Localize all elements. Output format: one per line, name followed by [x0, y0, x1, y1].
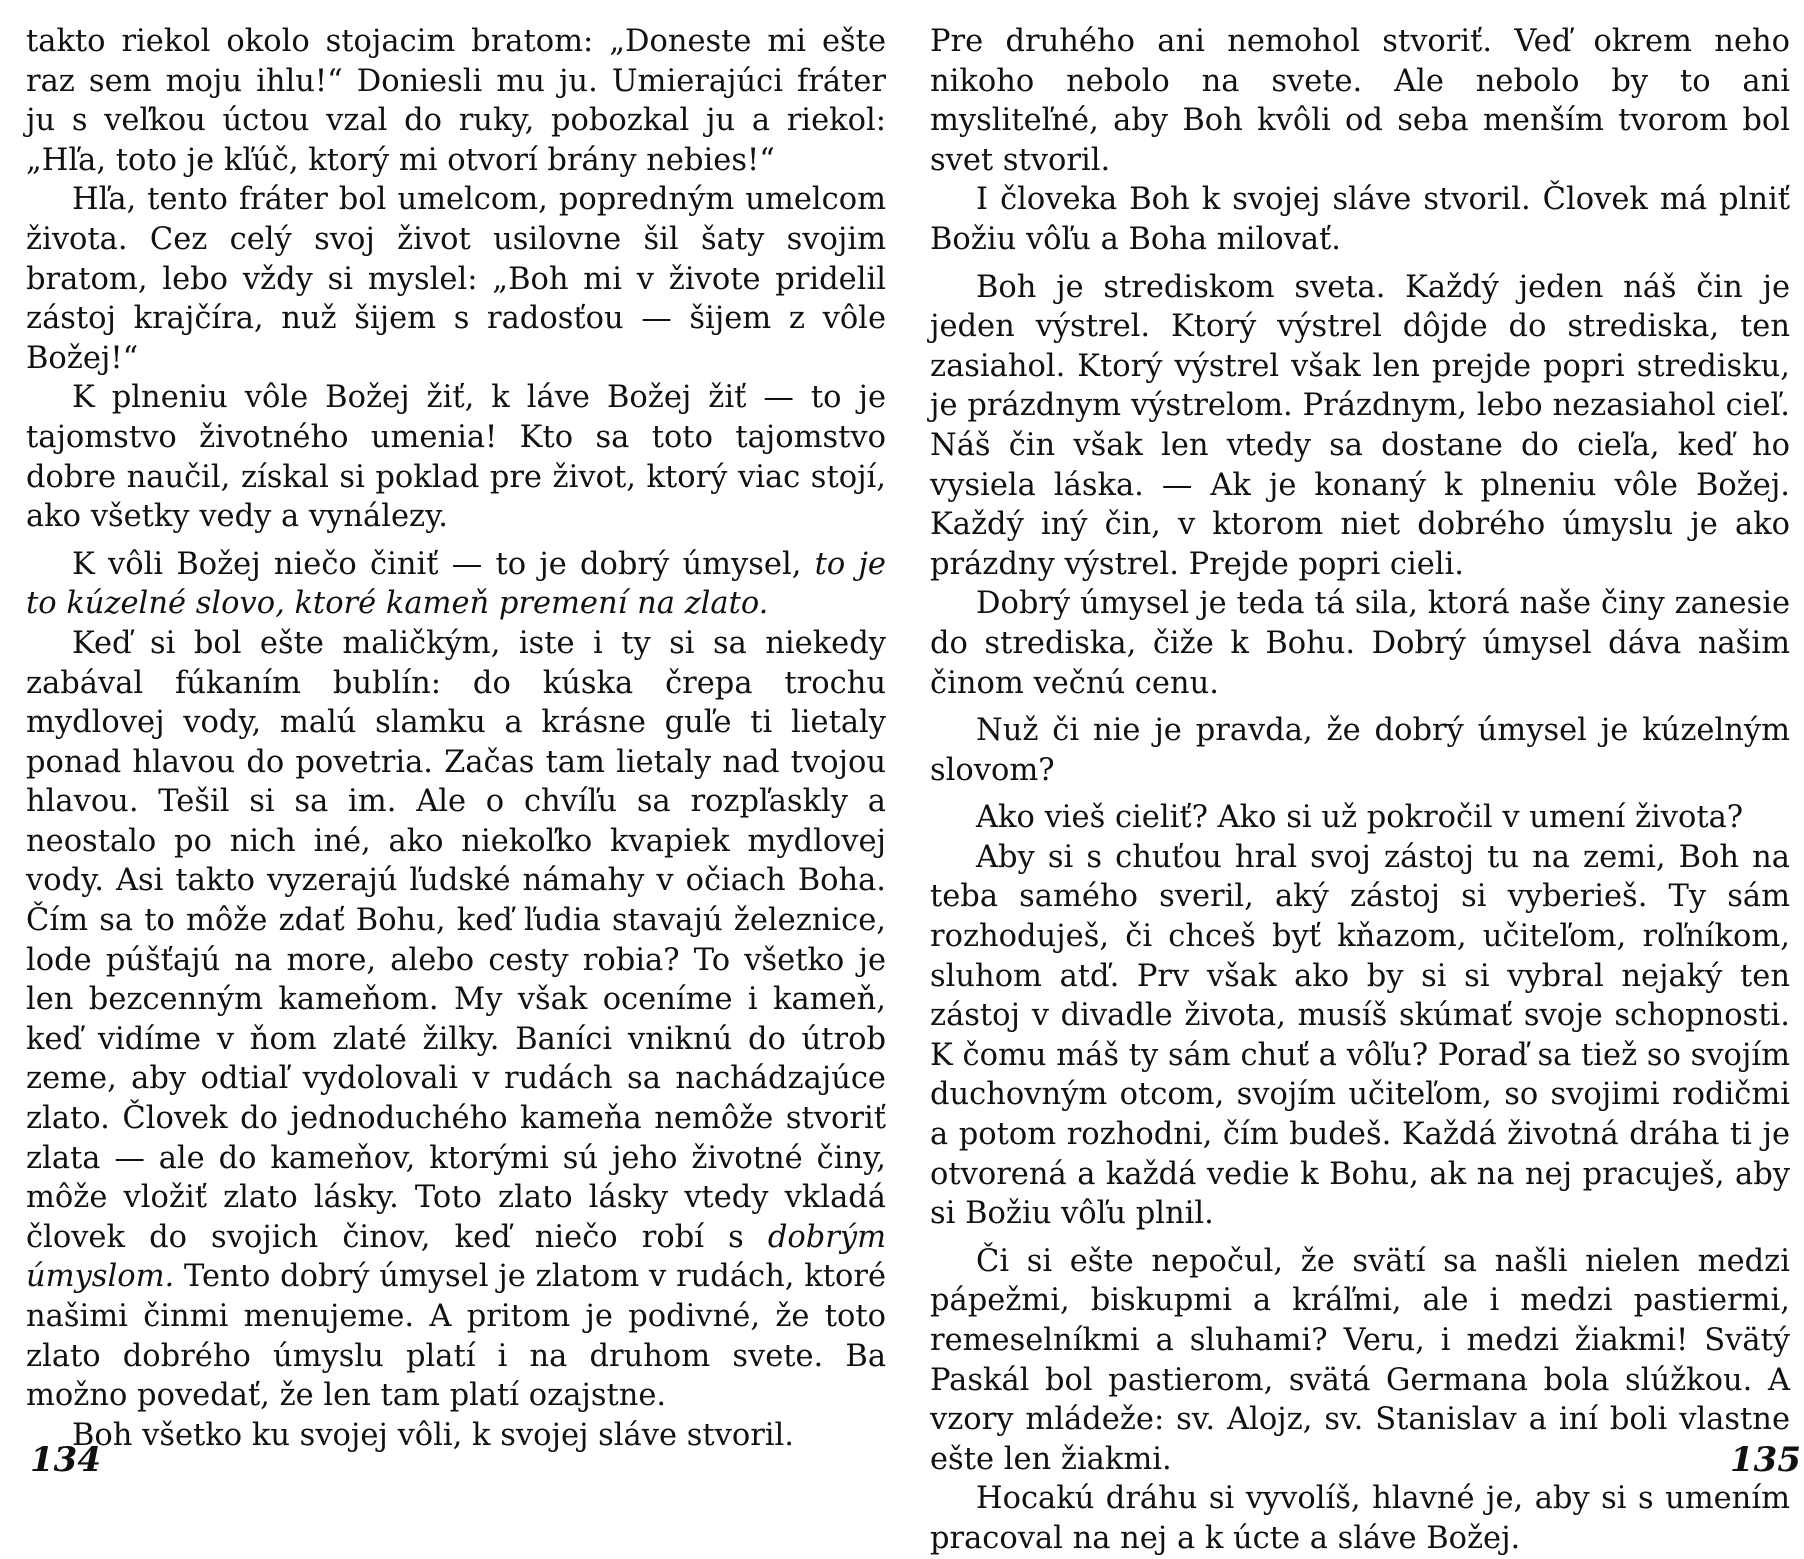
paragraph: Či si ešte nepočul, že svätí sa našli nielen medzi pápežmi, biskupmi a kráľmi, ale i medzi pastiermi, remeselníkmi a sluhami? Veru, i medzi žiakmi! Svätý Paskál bol pastierom, svätá Germana bola slúžkou. A vzory mládeže: sv. Alojz, sv. Stanislav a iní boli vlastne ešte len žiakmi. — [930, 1243, 1790, 1477]
left-page — [26, 22, 886, 1455]
paragraph: Aby si s chuťou hral svoj zástoj tu na zemi, Boh na teba samého sveril, aký zástoj si vyberieš. Ty sám rozhoduješ, či chceš byť kňazom, učiteľom, roľníkom, sluhom atď. Prv však ako by si si vybral nejaký ten zástoj v divadle života, musíš skúmať svoje schopnosti. K čomu máš ty sám chuť a vôľu? Poraď sa tiež so svojím duchovným otcom, svojím učiteľom, so svojimi rodičmi a potom rozhodni, čím budeš. Každá životná dráha ti je otvorená a každá vedie k Bohu, ak na nej pracuješ, aby si Božiu vôľu plnil. — [930, 839, 1790, 1232]
paragraph: K plneniu vôle Božej žiť, k láve Božej žiť — to je tajomstvo životného umenia! Kto sa toto tajomstvo dobre naučil, získal si poklad pre život, ktorý viac stojí, ako všetky vedy a vynálezy. — [26, 380, 886, 535]
paragraph-text: Tento dobrý úmysel je zlatom v rudách, ktoré našimi činmi menujeme. A pritom je podivné, že toto zlato dobrého úmyslu platí i na druhom svete. Ba možno povedať, že len tam platí ozajstne. — [26, 1259, 886, 1414]
paragraph-with-emphasis — [26, 545, 886, 624]
page-number-left: 134 — [30, 1440, 101, 1480]
paragraph: Boh je strediskom sveta. Každý jeden náš čin je jeden výstrel. Ktorý výstrel dôjde do strediska, ten zasiahol. Ktorý výstrel však len prejde popri stredisku, je prázdnym výstrelom. Prázdnym, lebo nezasiahol cieľ. Náš čin však len vtedy sa dostane do cieľa, keď ho vysiela láska. — Ak je konaný k plneniu vôle Božej. Každý iný čin, v ktorom niet dobrého úmyslu je ako prázdny výstrel. Prejde popri cieli. — [930, 269, 1790, 582]
paragraph: I človeka Boh k svojej sláve stvoril. Človek má plniť Božiu vôľu a Boha milovať. — [930, 182, 1790, 257]
paragraph: Hľa, tento fráter bol umelcom, popredným umelcom života. Cez celý svoj život usilovne šil šaty svojim bratom, lebo vždy si myslel: „Boh mi v živote pridelil zástoj krajčíra, nuž šijem s radosťou — šijem z vôle Božej!“ — [26, 182, 886, 376]
emphasis-text: to je to kúzelné slovo, ktoré kameň premení na zlato. — [26, 546, 886, 622]
paragraph-text: Keď si bol ešte maličkým, iste i ty si sa niekedy zabával fúkaním bublín: do kúska črepa trochu mydlovej vody, malú slamku a krásne guľe ti lietaly ponad hlavou do povetria. Začas tam lietaly nad tvojou hlavou. Tešil si sa im. Ale o chvíľu sa rozpľaskly a neostalo po nich iné, ako niekoľko kvapiek mydlovej vody. Asi takto vyzerajú ľudské námahy v očiach Boha. Čím sa to môže zdať Bohu, keď ľudia stavajú železnice, lode púšťajú na more, alebo cesty robia? To všetko je len bezcenným kameňom. My však oceníme i kameň, keď vidíme v ňom zlaté žilky. Baníci vniknú do útrob zeme, aby odtiaľ vydolovali v rudách sa nachádzajúce zlato. Človek do jednoduchého kameňa nemôže stvoriť zlata — ale do kameňov, ktorými sú jeho životné činy, môže vložiť zlato lásky. Toto zlato lásky vtedy vkladá človek do svojich činov, keď niečo robí s — [26, 625, 886, 1255]
page-number-right: 135 — [1730, 1440, 1801, 1480]
emphasis-text: dobrým úmyslom. — [26, 1219, 886, 1295]
paragraph: takto riekol okolo stojacim bratom: „Doneste mi ešte raz sem moju ihlu!“ Doniesli mu ju. Umierajúci fráter ju s veľkou úctou vzal do ruky, pobozkal ju a riekol: „Hľa, toto je kľúč, ktorý mi otvorí brány nebies!“ — [26, 24, 886, 178]
paragraph: Dobrý úmysel je teda tá sila, ktorá naše činy zanesie do strediska, čiže k Bohu. Dobrý úmysel dáva našim činom večnú cenu. — [930, 586, 1790, 701]
paragraph: Pre druhého ani nemohol stvoriť. Veď okrem neho nikoho nebolo na svete. Ale nebolo by to ani mysliteľné, aby Boh kvôli od seba menším tvorom bol svet stvoril. — [930, 24, 1790, 178]
paragraph: Hocakú dráhu si vyvolíš, hlavné je, aby si s umením pracoval na nej a k úcte a sláve Božej. — [930, 1481, 1790, 1556]
paragraph: Ako vieš cieliť? Ako si už pokročil v umení života? — [976, 800, 1744, 836]
paragraph: Boh všetko ku svojej vôli, k svojej sláve stvoril. — [72, 1417, 794, 1453]
paragraph-with-emphasis — [26, 624, 886, 1416]
paragraph-text: K vôli Božej niečo činiť — to je dobrý úmysel, — [72, 546, 802, 582]
paragraph: Nuž či nie je pravda, že dobrý úmysel je kúzelným slovom? — [930, 713, 1790, 788]
right-page — [930, 22, 1790, 1559]
